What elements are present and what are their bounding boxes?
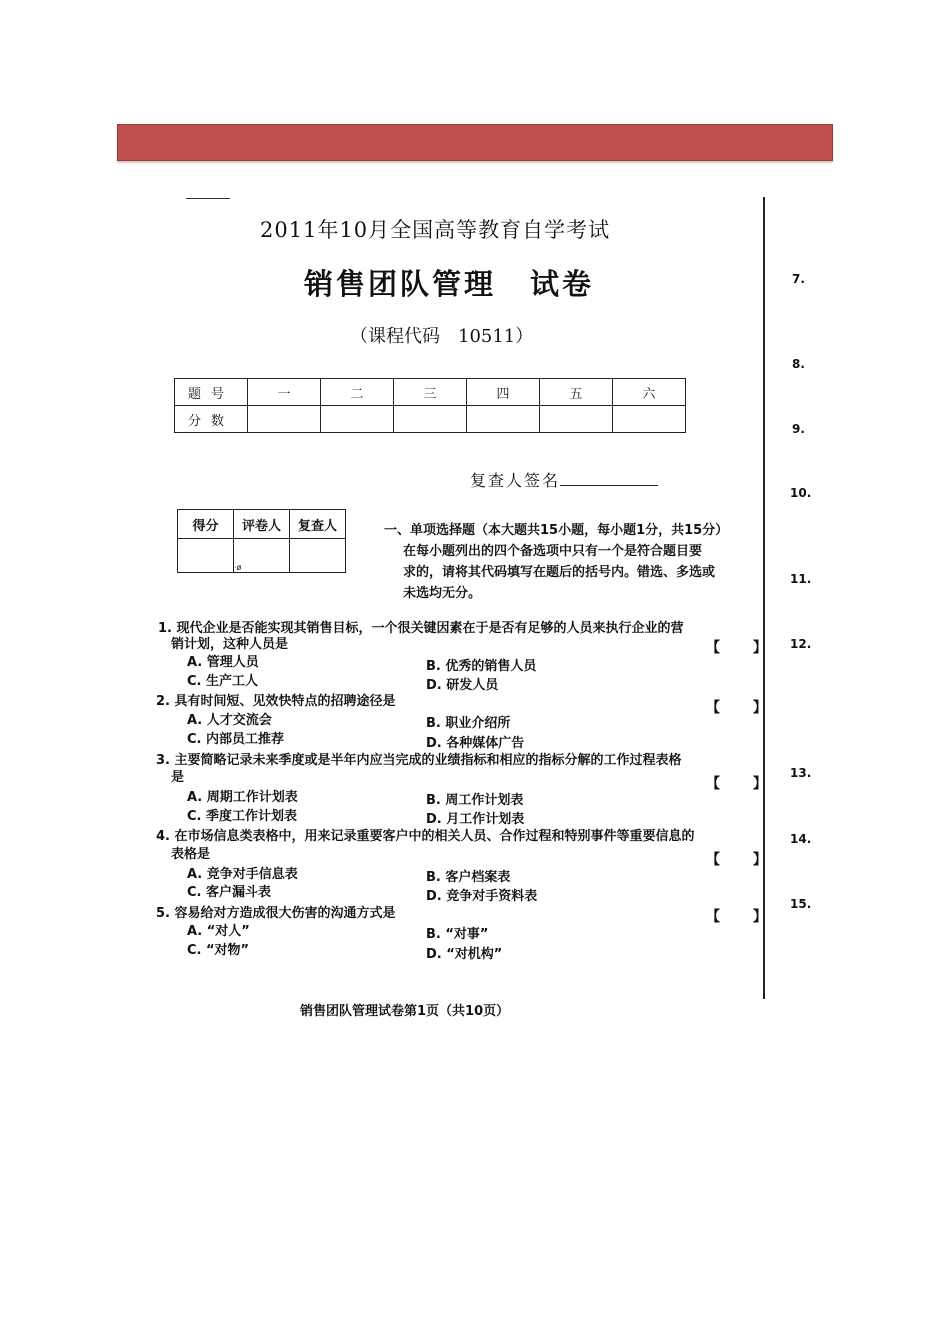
score-col-3: 三	[394, 379, 467, 406]
signature-blank[interactable]	[560, 471, 658, 486]
exam-title: 2011年10月全国高等教育自学考试	[260, 218, 611, 242]
stray-mark: ·ø	[234, 563, 242, 572]
score-col-4: 四	[467, 379, 540, 406]
score-col-6: 六	[613, 379, 686, 406]
question-4-option-c: C. 客户漏斗表	[187, 885, 272, 900]
question-2-option-a: A. 人才交流会	[187, 713, 272, 728]
question-4-option-b: B. 客户档案表	[426, 870, 511, 885]
question-3-option-a: A. 周期工作计划表	[187, 790, 298, 805]
reviewer-signature	[470, 468, 658, 491]
score-table	[174, 378, 686, 433]
question-1-option-d: D. 研发人员	[426, 678, 499, 693]
side-question-number: 14.	[790, 832, 812, 846]
question-5-option-c: C. “对物”	[187, 943, 250, 958]
side-question-number: 10.	[790, 486, 812, 500]
question-4-option-d: D. 竞争对手资料表	[426, 889, 538, 904]
score-cell[interactable]	[248, 406, 321, 433]
question-5-option-a: A. “对人”	[187, 924, 250, 939]
reviewer-label: 复查人签名	[470, 471, 561, 490]
score-cell[interactable]	[394, 406, 467, 433]
answer-bracket[interactable]: 【 】	[706, 852, 781, 868]
question-1-stem-line-2: 销计划，这种人员是	[171, 637, 289, 652]
grader-cell[interactable]	[178, 539, 234, 573]
question-3-option-d: D. 月工作计划表	[426, 812, 525, 827]
corner-rule	[186, 198, 230, 199]
page-footer: 销售团队管理试卷第1页（共10页）	[300, 1004, 510, 1019]
question-2-stem-line-1: 2. 具有时间短、见效快特点的招聘途径是	[156, 694, 396, 709]
question-3-option-c: C. 季度工作计划表	[187, 809, 298, 824]
question-3-stem-line-2: 是	[171, 770, 185, 785]
question-4-stem-line-2: 表格是	[171, 847, 211, 862]
grader-cell[interactable]	[234, 539, 290, 573]
header-banner	[117, 124, 833, 161]
side-question-number: 13.	[790, 766, 812, 780]
question-2-option-c: C. 内部员工推荐	[187, 732, 285, 747]
question-1-option-b: B. 优秀的销售人员	[426, 659, 537, 674]
paper-title-name: 销售团队管理	[304, 267, 497, 301]
grader-score-label: 得分	[178, 510, 234, 539]
question-3-option-b: B. 周工作计划表	[426, 793, 524, 808]
side-question-number: 9.	[792, 422, 805, 436]
score-label: 分数	[175, 406, 248, 433]
question-1-option-c: C. 生产工人	[187, 674, 259, 689]
grader-body-row	[178, 539, 346, 573]
score-table-header-row	[175, 379, 686, 406]
question-1-option-a: A. 管理人员	[187, 655, 259, 670]
question-5-stem-line-1: 5. 容易给对方造成很大伤害的沟通方式是	[156, 906, 396, 921]
grader-cell[interactable]	[290, 539, 346, 573]
grader-table	[177, 509, 346, 573]
score-col-2: 二	[321, 379, 394, 406]
paper-title	[304, 262, 594, 303]
side-question-number: 11.	[790, 572, 812, 586]
question-5-option-b: B. “对事”	[426, 927, 489, 942]
binding-line	[763, 197, 765, 999]
section-title: 一、单项选择题（本大题共15小题，每小题1分，共15分）	[384, 523, 729, 538]
grader-reviewer-label: 复查人	[290, 510, 346, 539]
score-col-1: 一	[248, 379, 321, 406]
question-3-stem-line-1: 3. 主要简略记录未来季度或是半年内应当完成的业绩指标和相应的指标分解的工作过程表格	[156, 753, 682, 768]
side-question-number: 12.	[790, 637, 812, 651]
answer-bracket[interactable]: 【 】	[706, 909, 781, 925]
question-number-label: 题号	[175, 379, 248, 406]
score-cell[interactable]	[467, 406, 540, 433]
question-2-option-d: D. 各种媒体广告	[426, 736, 525, 751]
section-line-4: 未选均无分。	[403, 586, 482, 601]
score-col-5: 五	[540, 379, 613, 406]
score-cell[interactable]	[540, 406, 613, 433]
grader-marker-label: 评卷人	[234, 510, 290, 539]
section-one-instructions	[384, 520, 749, 604]
section-line-2: 在每小题列出的四个备选项中只有一个是符合题目要	[403, 544, 703, 559]
grader-header-row	[178, 510, 346, 539]
score-cell[interactable]	[613, 406, 686, 433]
answer-bracket[interactable]: 【 】	[706, 776, 781, 792]
question-5-option-d: D. “对机构”	[426, 947, 503, 962]
score-cell[interactable]	[321, 406, 394, 433]
paper-title-suffix: 试卷	[530, 267, 595, 301]
score-table-score-row	[175, 406, 686, 433]
question-4-stem-line-1: 4. 在市场信息类表格中，用来记录重要客户中的相关人员、合作过程和特别事件等重要信息的	[156, 829, 695, 844]
question-2-option-b: B. 职业介绍所	[426, 716, 511, 731]
question-4-option-a: A. 竞争对手信息表	[187, 867, 298, 882]
answer-bracket[interactable]: 【 】	[706, 640, 781, 656]
section-line-3: 求的，请将其代码填写在题后的括号内。错选、多选或	[403, 565, 716, 580]
course-code: （课程代码 10511）	[350, 326, 534, 347]
question-1-stem-line-1: 1. 现代企业是否能实现其销售目标，一个很关键因素在于是否有足够的人员来执行企业的营	[158, 621, 684, 636]
side-question-number: 7.	[792, 272, 805, 286]
answer-bracket[interactable]: 【 】	[706, 700, 781, 716]
side-question-number: 8.	[792, 357, 805, 371]
side-question-number: 15.	[790, 897, 812, 911]
